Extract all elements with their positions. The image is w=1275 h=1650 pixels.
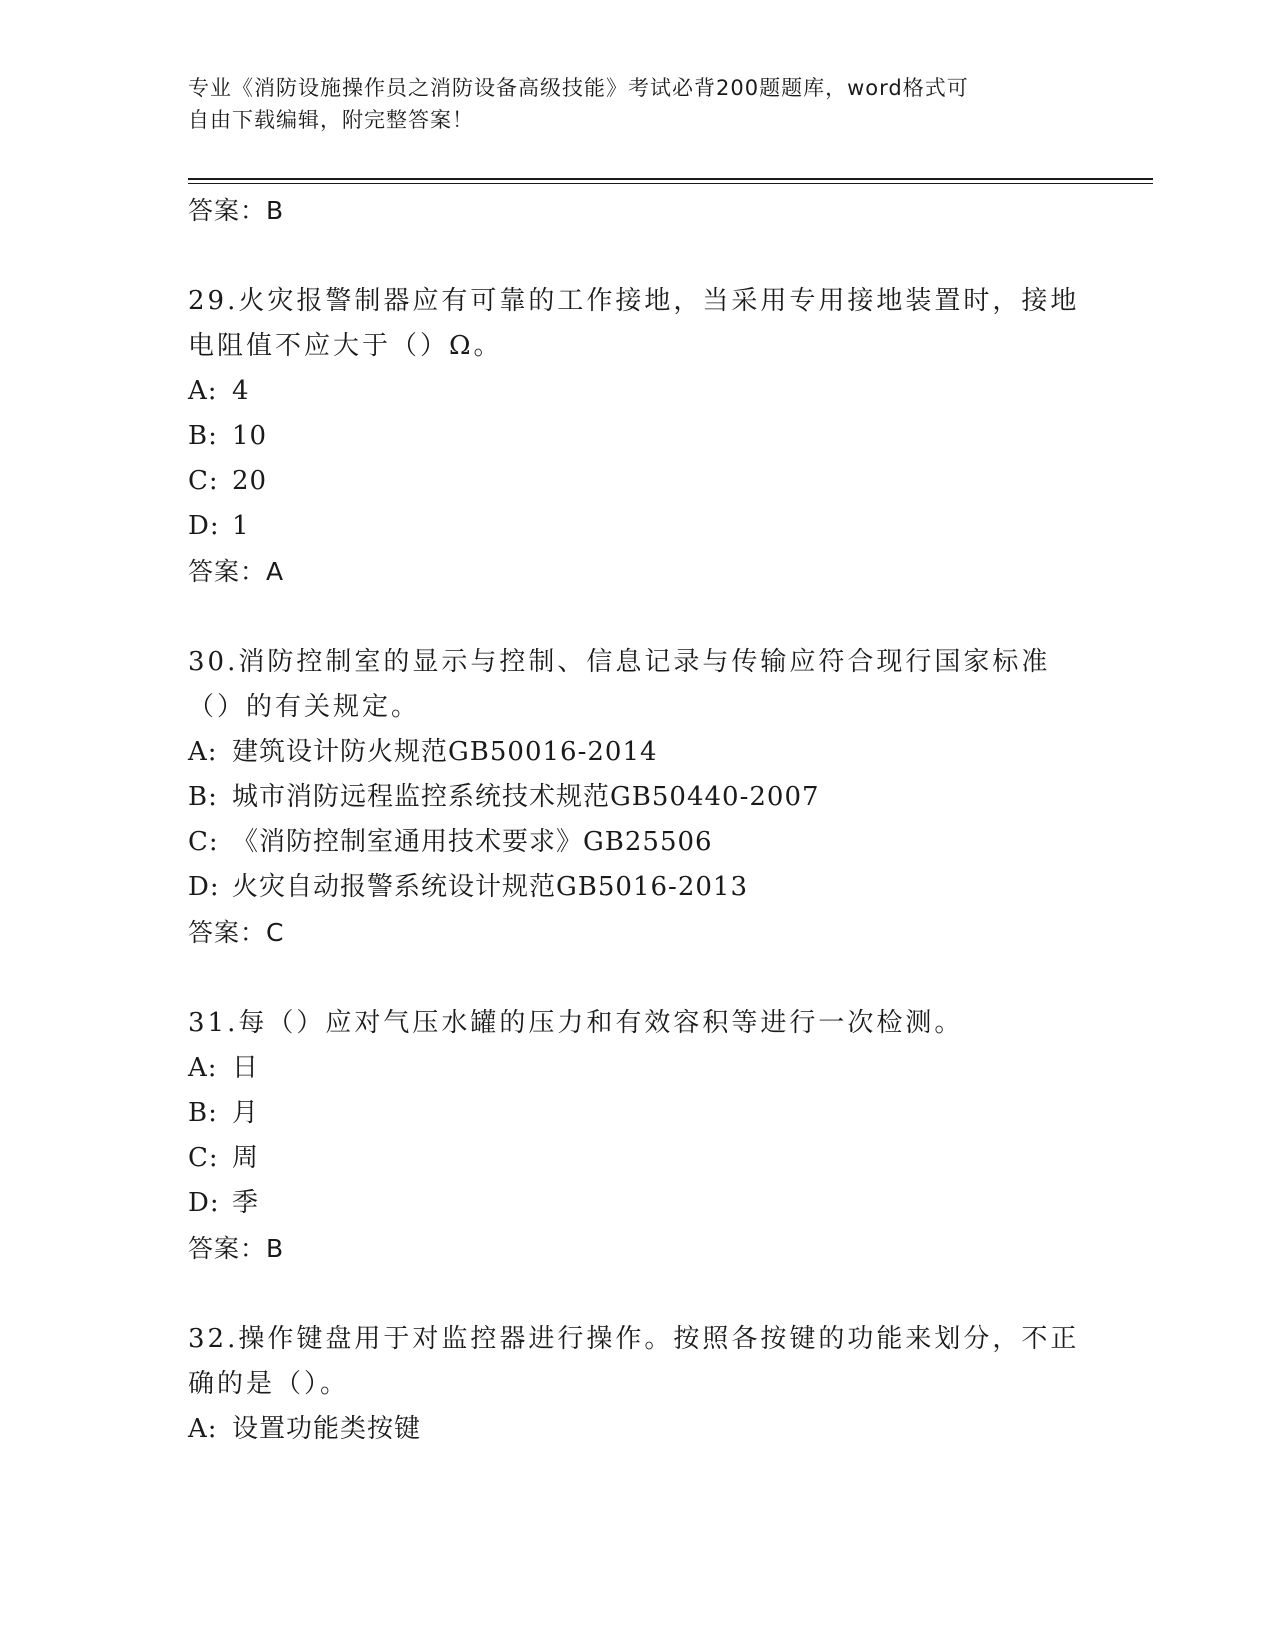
- option-a: [188, 1407, 1088, 1452]
- option-text: 4: [232, 376, 250, 406]
- option-label: B:: [188, 1098, 218, 1128]
- option-text: 城市消防远程监控系统技术规范GB50440-2007: [232, 782, 820, 812]
- option-label: A:: [188, 1414, 218, 1444]
- header-divider-thick: [188, 178, 1153, 180]
- option-text: 日: [232, 1053, 260, 1083]
- option-a: [188, 1046, 1088, 1091]
- option-d: [188, 1181, 1088, 1226]
- option-a: [188, 369, 1088, 414]
- spacer: [188, 595, 1088, 640]
- question-stem: 29.火灾报警制器应有可靠的工作接地，当采用专用接地装置时，接地电阻值不应大于（）Ω。: [188, 286, 1080, 361]
- option-c: [188, 820, 1088, 865]
- answer-line: 答案：B: [188, 196, 285, 225]
- option-label: B:: [188, 782, 218, 812]
- option-b: [188, 1091, 1088, 1136]
- option-label: D:: [188, 872, 220, 902]
- option-a: [188, 730, 1088, 775]
- option-text: 建筑设计防火规范GB50016-2014: [232, 737, 658, 767]
- option-text: 设置功能类按键: [232, 1414, 422, 1444]
- option-label: C:: [188, 466, 219, 496]
- question-31: [188, 1001, 1088, 1272]
- option-b: [188, 775, 1088, 820]
- header-line-1: 专业《消防设施操作员之消防设备高级技能》考试必背200题题库，word格式可: [188, 76, 969, 100]
- option-text: 20: [232, 466, 268, 496]
- option-label: D:: [188, 511, 220, 541]
- question-stem: 32.操作键盘用于对监控器进行操作。按照各按键的功能来划分，不正确的是（）。: [188, 1324, 1080, 1399]
- option-text: 周: [232, 1143, 260, 1173]
- answer-line: 答案：C: [188, 918, 285, 947]
- option-text: 季: [232, 1188, 260, 1218]
- option-text: 月: [232, 1098, 260, 1128]
- question-30: [188, 640, 1088, 956]
- option-label: C:: [188, 827, 219, 857]
- spacer: [188, 1272, 1088, 1317]
- question-stem: 30.消防控制室的显示与控制、信息记录与传输应符合现行国家标准（）的有关规定。: [188, 647, 1051, 722]
- spacer: [188, 956, 1088, 1001]
- option-text: 《消防控制室通用技术要求》GB25506: [232, 827, 713, 857]
- option-label: C:: [188, 1143, 219, 1173]
- option-d: [188, 504, 1088, 549]
- option-c: [188, 459, 1088, 504]
- document-header: [188, 72, 1068, 136]
- option-d: [188, 865, 1088, 910]
- option-text: 1: [232, 511, 250, 541]
- question-list: [188, 188, 1088, 1452]
- answer-line: 答案：A: [188, 557, 285, 586]
- option-text: 火灾自动报警系统设计规范GB5016-2013: [232, 872, 748, 902]
- header-line-2: 自由下载编辑，附完整答案！: [188, 108, 474, 132]
- option-label: A:: [188, 1053, 218, 1083]
- answer-line: 答案：B: [188, 1234, 285, 1263]
- question-29: [188, 279, 1088, 595]
- option-label: B:: [188, 421, 218, 451]
- header-divider-thin: [188, 183, 1153, 184]
- option-label: D:: [188, 1188, 220, 1218]
- question-stem: 31.每（）应对气压水罐的压力和有效容积等进行一次检测。: [188, 1008, 964, 1038]
- option-label: A:: [188, 737, 218, 767]
- spacer: [188, 234, 1088, 279]
- option-b: [188, 414, 1088, 459]
- question-32: [188, 1317, 1088, 1452]
- option-text: 10: [232, 421, 268, 451]
- option-c: [188, 1136, 1088, 1181]
- option-label: A:: [188, 376, 218, 406]
